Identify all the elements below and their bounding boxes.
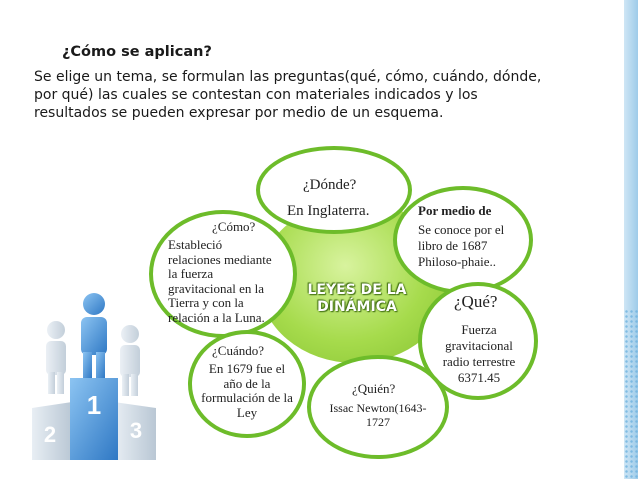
como-line: gravitacional en la	[168, 280, 265, 296]
que-title: ¿Qué?	[454, 292, 498, 311]
central-label-line: LEYES DE LA	[307, 282, 407, 298]
por-medio-line: libro de 1687	[418, 238, 488, 253]
cuando-line: año de la	[223, 375, 271, 391]
intro-line: por qué) las cuales se contestan con materiales indicados y los	[34, 87, 478, 103]
figure-left-icon	[46, 321, 66, 394]
quien-body	[313, 401, 443, 429]
quien-line: 1727	[366, 415, 390, 429]
que-line: radio terrestre	[442, 354, 516, 369]
como-line: relaciones mediante	[168, 251, 272, 267]
por-medio-body	[418, 222, 504, 270]
donde-body: En Inglaterra.	[287, 203, 370, 219]
podium-number: 1	[86, 390, 102, 420]
intro-line: Se elige un tema, se formulan las preguntas(qué, cómo, cuándo, dónde,	[34, 69, 542, 85]
como-title: ¿Cómo?	[212, 219, 256, 234]
podium-number: 2	[43, 422, 57, 447]
por-medio-line: Philoso-phaie..	[418, 254, 496, 269]
cuando-line: Ley	[236, 404, 258, 420]
figure-winner-icon	[81, 293, 107, 378]
decorative-dot-pattern	[624, 309, 638, 479]
cuando-title: ¿Cuándo?	[212, 343, 264, 358]
que-line: gravitacional	[445, 338, 513, 353]
central-label-line: DINÁMICA	[317, 299, 397, 315]
intro-paragraph	[34, 68, 599, 122]
que-body	[424, 322, 534, 386]
que-line: Fuerza	[461, 322, 497, 337]
cuando-body	[192, 362, 302, 420]
quien-line: Issac Newton(1643-	[329, 401, 427, 415]
podium-illustration	[32, 290, 162, 460]
que-line: 6371.45	[457, 370, 501, 385]
como-line: relación a la Luna.	[168, 309, 265, 325]
intro-line: resultados se pueden expresar por medio de un esquema.	[34, 105, 444, 121]
como-line: la fuerza	[168, 266, 214, 281]
como-body	[168, 238, 272, 325]
slide-heading: ¿Cómo se aplican?	[62, 44, 212, 60]
central-node-label	[297, 282, 417, 316]
por-medio-line: Se conoce por el	[418, 222, 505, 237]
cuando-line: formulación de la	[201, 390, 293, 405]
por-medio-title: Por medio de	[418, 203, 492, 218]
quien-title: ¿Quién?	[352, 381, 396, 396]
figure-right-icon	[120, 325, 140, 396]
como-line: Estableció	[168, 237, 223, 252]
cuando-line: En 1679 fue el	[208, 361, 286, 376]
donde-title: ¿Dónde?	[303, 177, 357, 193]
podium-number: 3	[129, 418, 143, 443]
como-line: Tierra y con la	[168, 295, 244, 310]
